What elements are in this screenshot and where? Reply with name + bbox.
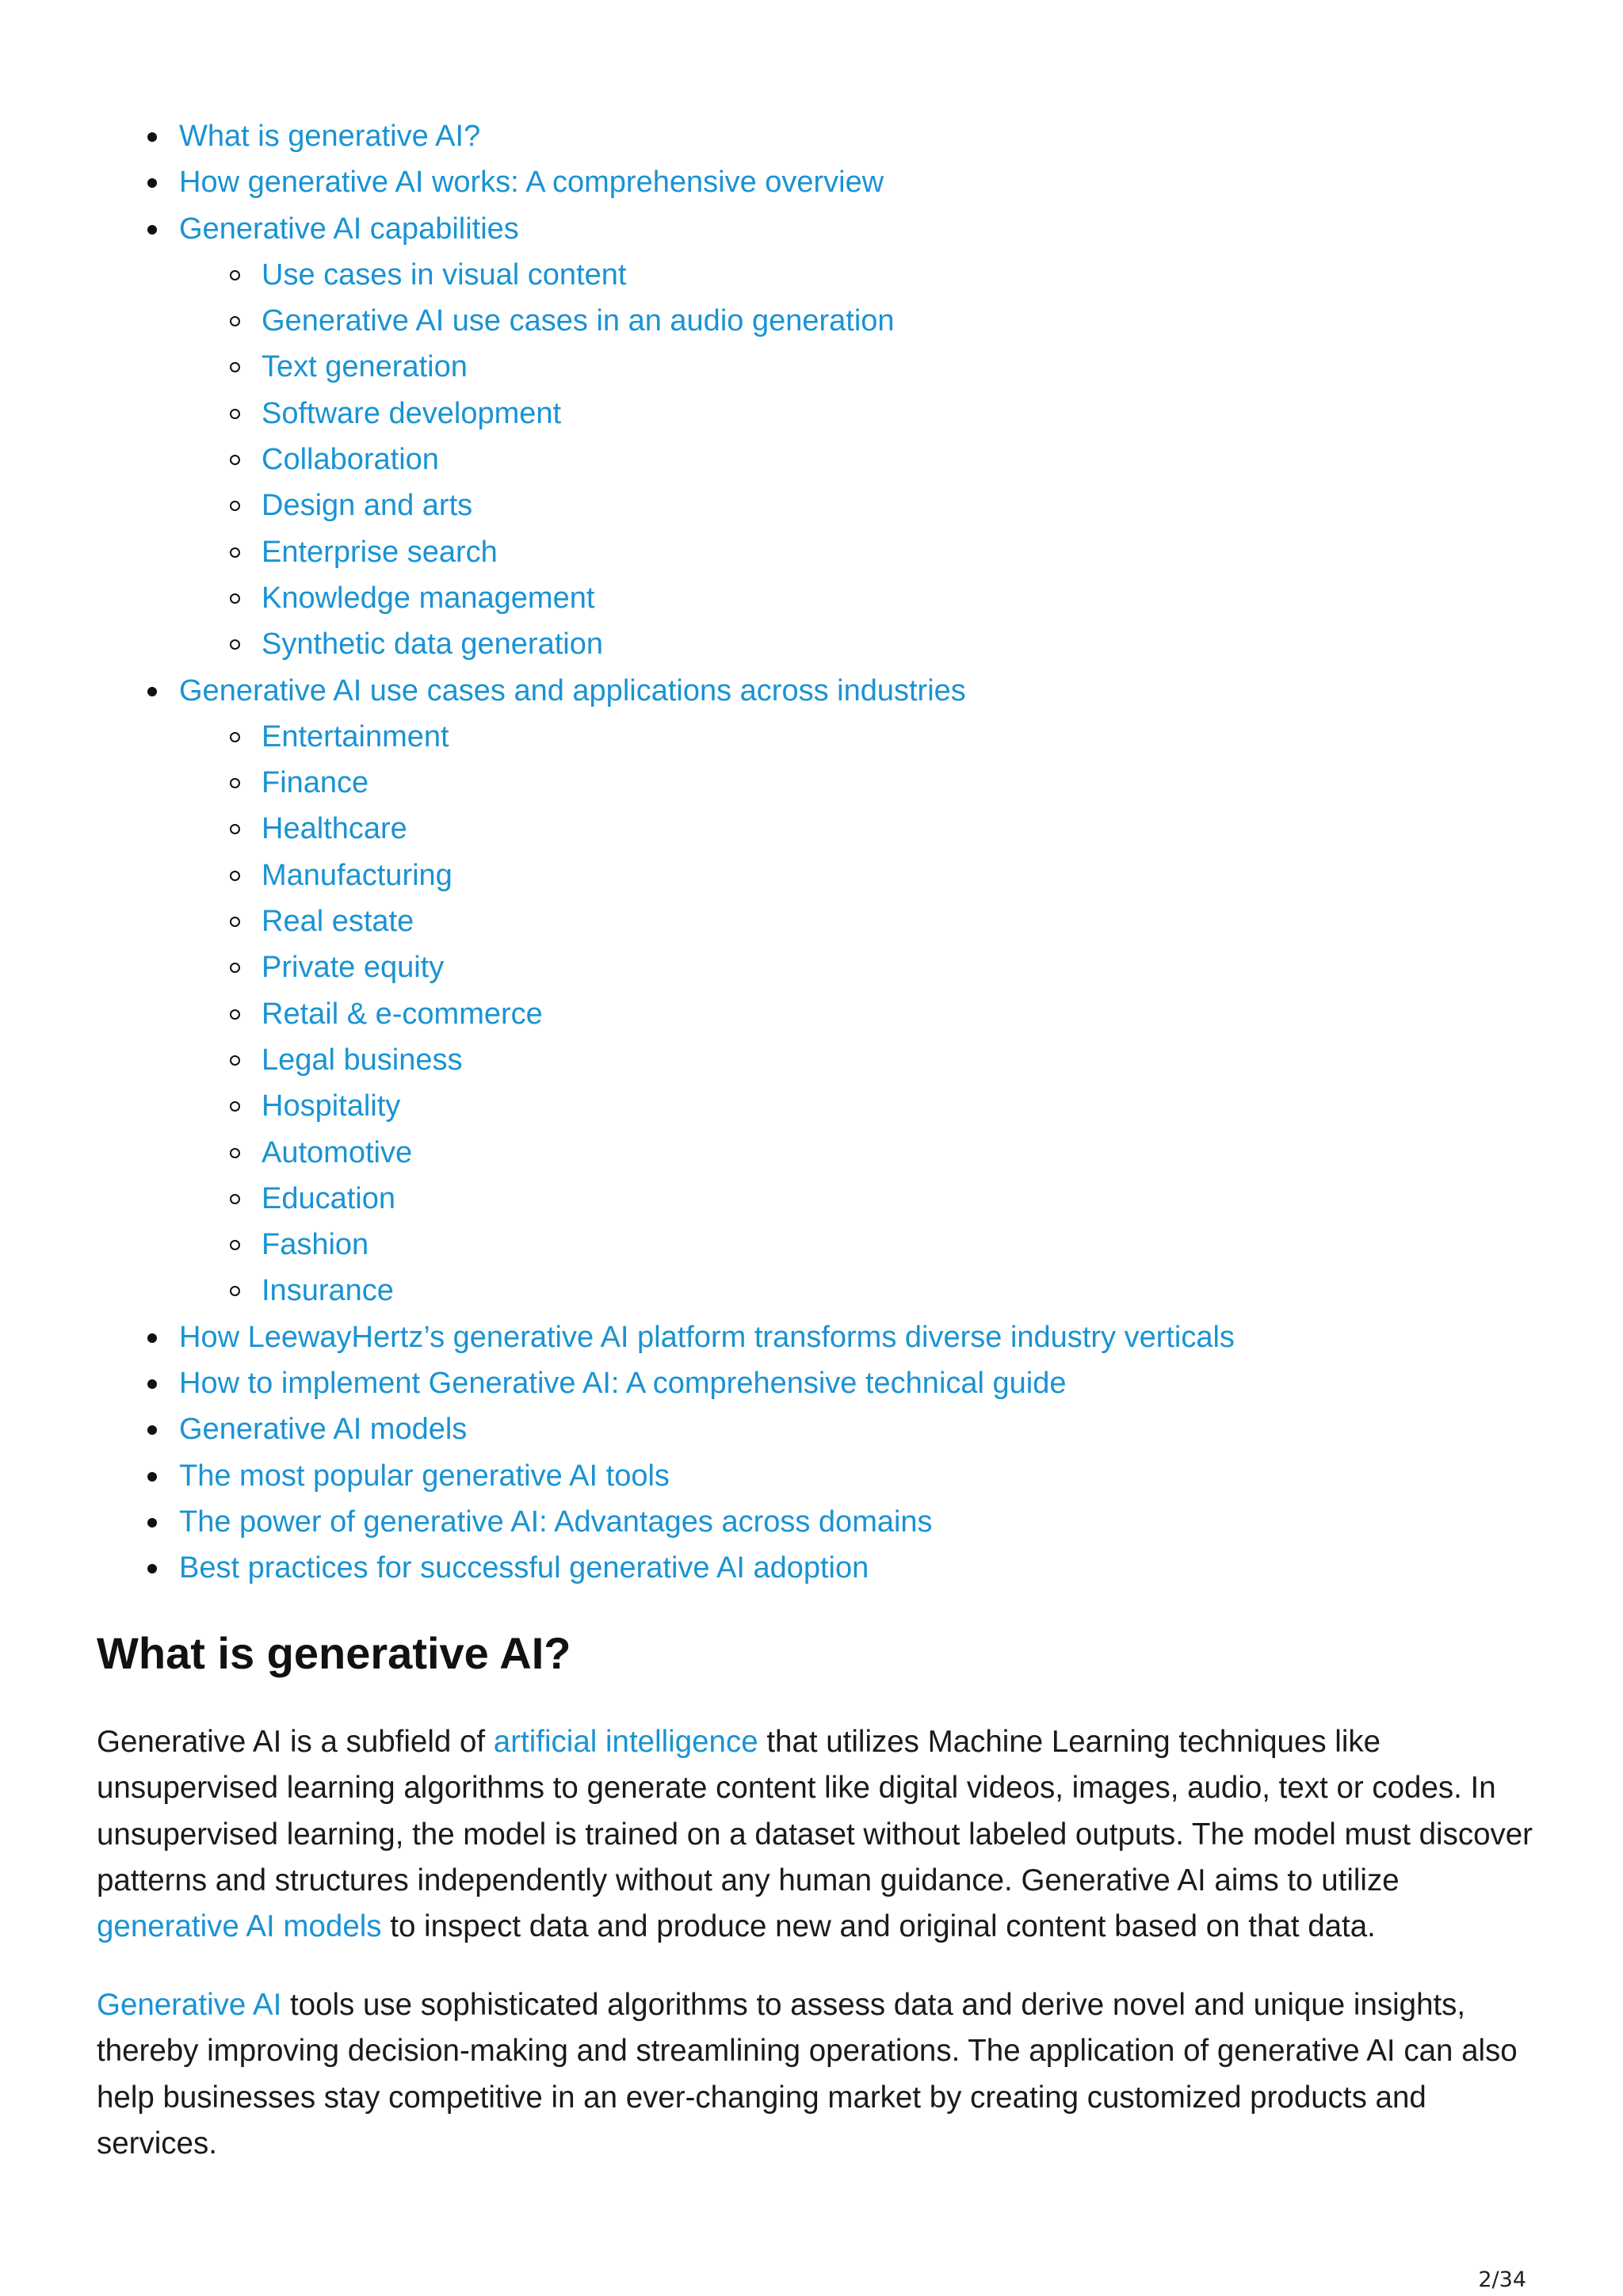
paragraph-text: to inspect data and produce new and original content based on that data. xyxy=(381,1909,1376,1944)
paragraph-text: Generative AI is a subfield of xyxy=(97,1725,494,1759)
toc-link[interactable]: Best practices for successful generative AI adoption xyxy=(179,1551,869,1585)
toc-subitem xyxy=(0,806,1235,852)
toc-subitem xyxy=(0,714,1235,760)
toc-sublink[interactable]: Fashion xyxy=(262,1228,369,1262)
toc-subitem xyxy=(0,344,1235,390)
toc-item xyxy=(0,113,1235,159)
toc-sublink[interactable]: Knowledge management xyxy=(262,581,595,615)
table-of-contents xyxy=(0,113,1235,1592)
toc-sublink[interactable]: Finance xyxy=(262,766,369,800)
toc-sublink[interactable]: Enterprise search xyxy=(262,535,498,569)
toc-sublist xyxy=(179,714,1235,1314)
toc-item xyxy=(0,1314,1235,1360)
toc-subitem xyxy=(0,621,1235,667)
artificial-intelligence-link[interactable]: artificial intelligence xyxy=(493,1725,758,1759)
toc-link[interactable]: Generative AI use cases and applications across industries xyxy=(179,673,966,707)
toc-link[interactable]: The power of generative AI: Advantages across domains xyxy=(179,1505,933,1539)
toc-list xyxy=(0,113,1235,1592)
toc-subitem xyxy=(0,482,1235,528)
toc-subitem xyxy=(0,1130,1235,1176)
toc-subitem xyxy=(0,1222,1235,1268)
toc-subitem xyxy=(0,575,1235,621)
paragraph-text: that utilizes Machine Learning techniques like unsupervised learning algorithms to generate content like digital videos, images, audio, text or codes. In unsupervised learning, the model is trained on a dataset without labeled outputs. The model must discover patterns and structures independently without any human guidance. Generative AI aims to utilize xyxy=(97,1725,1533,1897)
toc-subitem xyxy=(0,898,1235,944)
toc-sublink[interactable]: Legal business xyxy=(262,1043,463,1077)
toc-subitem xyxy=(0,529,1235,575)
toc-link[interactable]: How generative AI works: A comprehensive overview xyxy=(179,166,884,200)
toc-subitem xyxy=(0,252,1235,298)
toc-link[interactable]: Generative AI capabilities xyxy=(179,212,519,246)
toc-sublink[interactable]: Software development xyxy=(262,396,562,430)
section-heading: What is generative AI? xyxy=(97,1628,571,1678)
toc-item xyxy=(0,1499,1235,1545)
toc-sublink[interactable]: Text generation xyxy=(262,350,468,384)
toc-link[interactable]: Generative AI models xyxy=(179,1413,468,1447)
toc-sublink[interactable]: Entertainment xyxy=(262,719,449,753)
toc-subitem xyxy=(0,1037,1235,1083)
toc-item xyxy=(0,668,1235,1314)
toc-subitem xyxy=(0,1268,1235,1314)
toc-subitem xyxy=(0,1083,1235,1129)
toc-subitem xyxy=(0,991,1235,1037)
toc-sublink[interactable]: Collaboration xyxy=(262,443,439,477)
toc-subitem xyxy=(0,852,1235,898)
toc-sublink[interactable]: Use cases in visual content xyxy=(262,257,627,292)
toc-link[interactable]: The most popular generative AI tools xyxy=(179,1459,670,1493)
toc-subitem xyxy=(0,391,1235,437)
toc-link[interactable]: How LeewayHertz’s generative AI platform transforms diverse industry verticals xyxy=(179,1320,1235,1354)
toc-sublink[interactable]: Retail & e-commerce xyxy=(262,997,543,1031)
toc-item xyxy=(0,1545,1235,1591)
toc-link[interactable]: What is generative AI? xyxy=(179,120,481,153)
toc-sublink[interactable]: Synthetic data generation xyxy=(262,627,603,662)
toc-sublink[interactable]: Automotive xyxy=(262,1135,413,1169)
toc-sublist xyxy=(179,252,1235,668)
toc-subitem xyxy=(0,1176,1235,1222)
toc-item xyxy=(0,1453,1235,1499)
paragraph-tools xyxy=(97,1982,1547,2167)
toc-sublink[interactable]: Real estate xyxy=(262,905,414,939)
paragraph-intro xyxy=(97,1719,1547,1950)
toc-subitem xyxy=(0,437,1235,482)
toc-subitem xyxy=(0,944,1235,990)
generative-ai-models-link[interactable]: generative AI models xyxy=(97,1909,382,1944)
toc-link[interactable]: How to implement Generative AI: A comprehensive technical guide xyxy=(179,1367,1067,1401)
toc-sublink[interactable]: Manufacturing xyxy=(262,858,453,892)
toc-sublink[interactable]: Design and arts xyxy=(262,489,473,523)
toc-item xyxy=(0,206,1235,668)
toc-sublink[interactable]: Private equity xyxy=(262,951,445,985)
toc-sublink[interactable]: Generative AI use cases in an audio generation xyxy=(262,304,895,338)
toc-subitem xyxy=(0,760,1235,806)
toc-sublink[interactable]: Hospitality xyxy=(262,1089,401,1123)
toc-item xyxy=(0,1360,1235,1406)
toc-sublink[interactable]: Healthcare xyxy=(262,812,407,846)
toc-sublink[interactable]: Insurance xyxy=(262,1274,394,1308)
paragraph-text: tools use sophisticated algorithms to assess data and derive novel and unique insights, thereby improving decision-making and streamlining operations. The application of generative AI can also help businesses stay competitive in an ever-changing market by creating customized products and services. xyxy=(97,1988,1518,2161)
generative-ai-link[interactable]: Generative AI xyxy=(97,1988,282,2022)
toc-item xyxy=(0,159,1235,205)
toc-subitem xyxy=(0,298,1235,344)
toc-item xyxy=(0,1406,1235,1452)
page-number: 2/34 xyxy=(1478,2267,1526,2292)
toc-sublink[interactable]: Education xyxy=(262,1181,396,1215)
